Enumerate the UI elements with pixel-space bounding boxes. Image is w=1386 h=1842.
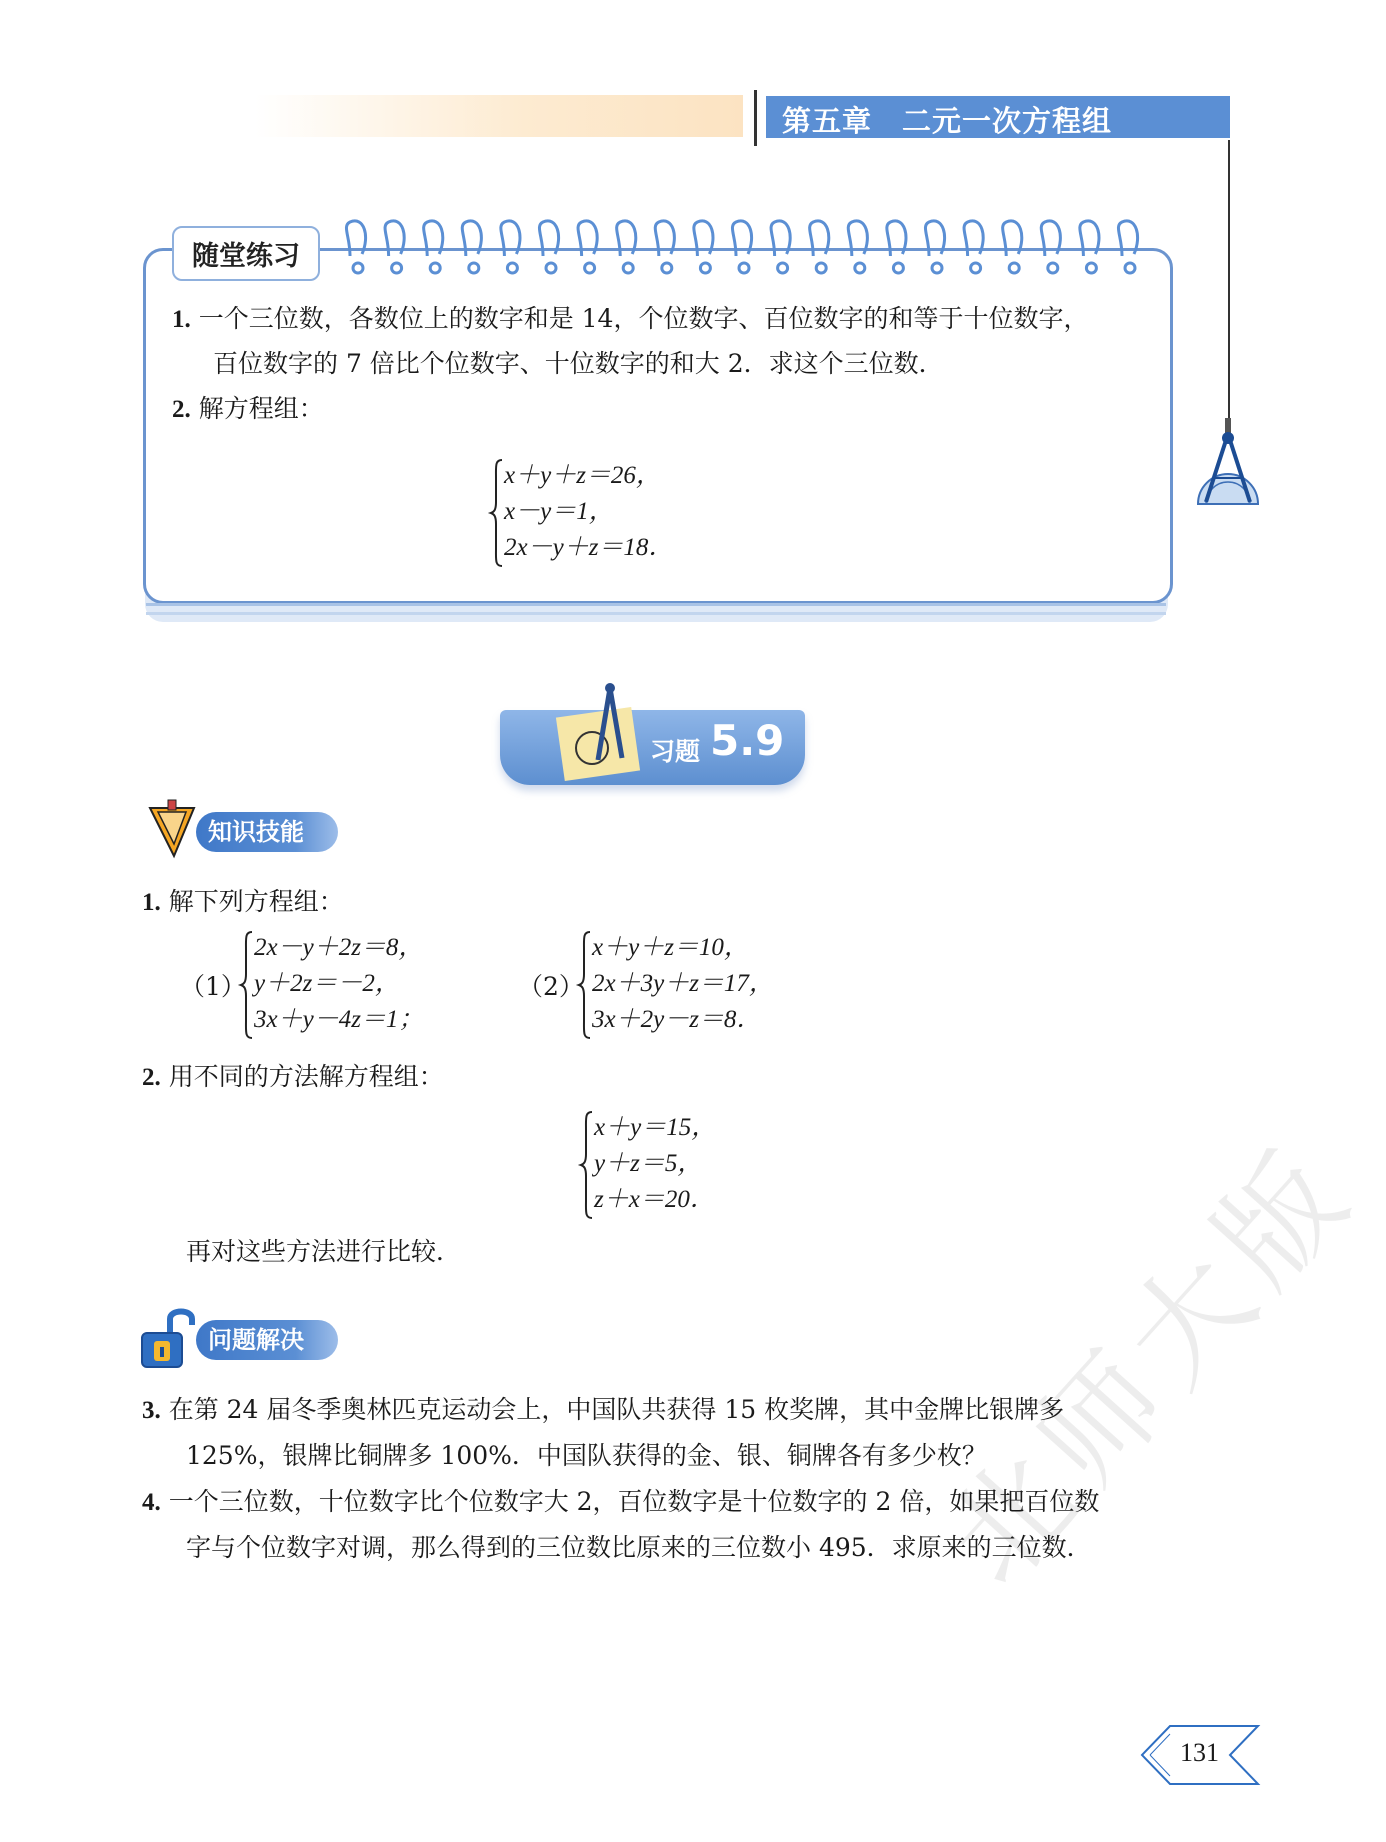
chapter-number: 第五章 — [782, 104, 873, 138]
skills-question-2-after: 再对这些方法进行比较． — [186, 1237, 462, 1266]
chapter-name: 二元一次方程组 — [902, 104, 1113, 138]
problems-question-3-cont: 125%，银牌比铜牌多 100%．中国队获得的金、银、铜牌各有多少枚？ — [186, 1441, 987, 1470]
practice-question-2 — [172, 387, 324, 432]
header-separator — [754, 90, 757, 146]
practice-question-1-cont: 百位数字的 7 倍比个位数字、十位数字的和大 2．求这个三位数． — [213, 349, 944, 378]
skills-question-1 — [142, 880, 344, 925]
question-number: 2. — [172, 396, 191, 423]
question-text: 一个三位数，十位数字比个位数字大 2，百位数字是十位数字的 2 倍，如果把百位数 — [168, 1487, 1100, 1516]
exercise-number: 5.9 — [710, 716, 785, 765]
equation-line: 3x＋2y－z＝8． — [592, 1006, 762, 1033]
question-number: 2. — [142, 1064, 161, 1091]
compass-icon — [570, 680, 630, 770]
brace-icon — [578, 930, 592, 1040]
equation-line: z＋x＝20． — [594, 1186, 715, 1213]
notebook-edge — [146, 603, 1166, 606]
question-text: 在第 24 届冬季奥林匹克运动会上，中国队共获得 15 枚奖牌，其中金牌比银牌多 — [168, 1395, 1065, 1424]
equation-line: x＋y＋z＝26， — [504, 462, 661, 489]
page-number: 131 — [1180, 1738, 1219, 1767]
chapter-title — [782, 99, 1112, 140]
question-number: 3. — [142, 1397, 161, 1424]
equation-line: 3x＋y－4z＝1； — [254, 1006, 424, 1033]
brace-icon — [580, 1110, 594, 1220]
question-number: 1. — [142, 889, 161, 916]
notebook-rings-icon — [340, 218, 1160, 282]
brace-icon — [240, 930, 254, 1040]
equation-line: y＋2z＝－2， — [254, 970, 400, 997]
skills-equation-system-3 — [580, 1110, 800, 1220]
skills-section-title: 知识技能 — [196, 812, 338, 852]
practice-title: 随堂练习 — [172, 226, 320, 281]
skills-equation-system-2 — [578, 930, 838, 1040]
question-text: 解方程组： — [198, 394, 324, 423]
problems-question-3 — [142, 1388, 1064, 1433]
margin-rule — [1228, 140, 1230, 425]
equation-line: y＋z＝5， — [594, 1150, 703, 1177]
sub-question-label: （2） — [518, 972, 584, 1001]
equation-line: x－y＝1， — [504, 498, 614, 525]
sub-question-label: （1） — [180, 972, 246, 1001]
equation-line: 2x－y＋2z＝8， — [254, 934, 424, 961]
publisher-watermark: 北师大版 — [920, 1119, 1383, 1612]
question-number: 4. — [142, 1489, 161, 1516]
equation-line: 2x－y＋z＝18． — [504, 534, 674, 561]
problems-question-4-cont: 字与个位数字对调，那么得到的三位数比原来的三位数小 495．求原来的三位数． — [186, 1533, 1092, 1562]
equation-line: x＋y＋z＝10， — [592, 934, 749, 961]
header-fade-bar — [255, 95, 743, 137]
exercise-label: 习题 — [650, 737, 701, 766]
compass-protractor-icon — [1192, 418, 1264, 508]
question-text: 一个三位数，各数位上的数字和是 14，个位数字、百位数字的和等于十位数字， — [198, 304, 1089, 333]
equation-line: 2x＋3y＋z＝17， — [592, 970, 774, 997]
skills-equation-system-1 — [240, 930, 480, 1040]
practice-equation-system — [490, 458, 750, 568]
question-number: 1. — [172, 306, 191, 333]
notebook-edge — [146, 612, 1166, 615]
brace-icon — [490, 458, 504, 568]
practice-question-1 — [172, 297, 1088, 342]
skills-question-2 — [142, 1055, 444, 1100]
padlock-icon — [140, 1305, 198, 1369]
equation-line: x＋y＝15， — [594, 1114, 717, 1141]
question-text: 解下列方程组： — [168, 887, 344, 916]
ruler-triangle-icon — [148, 800, 196, 858]
question-text: 用不同的方法解方程组： — [168, 1062, 444, 1091]
problems-section-title: 问题解决 — [196, 1320, 338, 1360]
